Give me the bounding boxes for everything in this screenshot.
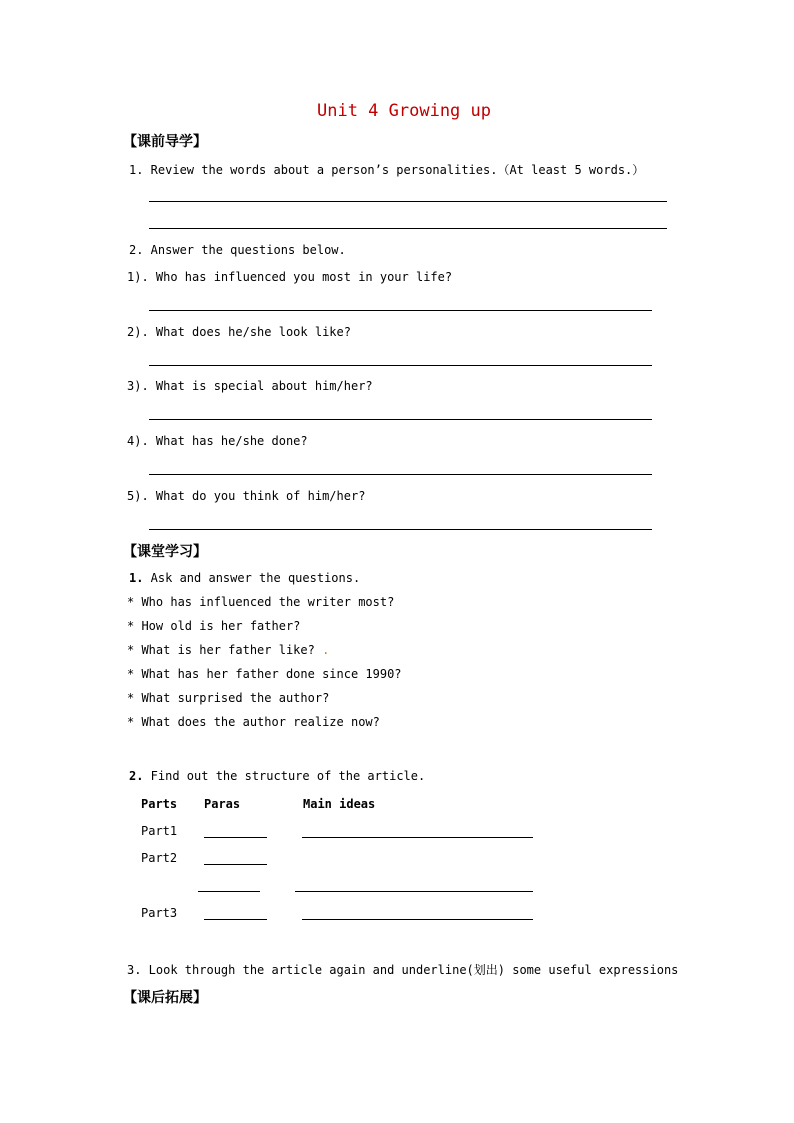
question-2: 2. Answer the questions below. (129, 243, 346, 257)
class-question-3: 3. Look through the article again and underline(划出) some useful expressions (127, 963, 679, 977)
sub-question: 3). What is special about him/her? (127, 379, 373, 393)
answer-line[interactable] (149, 474, 652, 475)
section-heading-pre-class: 【课前导学】 (123, 134, 207, 150)
bullet-question: * What does the author realize now? (127, 715, 380, 729)
class-question-1 (129, 571, 360, 585)
answer-line[interactable] (149, 201, 667, 202)
main-idea-blank[interactable] (302, 919, 533, 920)
bullet-question: * What surprised the author? (127, 691, 330, 705)
table-header-parts: Parts (141, 797, 178, 811)
section-heading-in-class: 【课堂学习】 (123, 544, 207, 560)
question-text: Find out the structure of the article. (143, 769, 426, 783)
table-row-label: Part1 (141, 824, 178, 838)
question-text: Ask and answer the questions. (143, 571, 361, 585)
bullet-question: * Who has influenced the writer most? (127, 595, 395, 609)
section-heading-after-class: 【课后拓展】 (123, 990, 207, 1006)
sub-question: 1). Who has influenced you most in your life? (127, 270, 453, 284)
paras-blank[interactable] (204, 837, 267, 838)
table-row-label: Part3 (141, 906, 178, 920)
page-title: Unit 4 Growing up (317, 101, 491, 121)
bullet-text: * What is her father like? (127, 643, 315, 657)
answer-line[interactable] (149, 529, 652, 530)
bullet-question (127, 643, 329, 657)
class-question-2 (129, 769, 425, 783)
paras-blank[interactable] (204, 919, 267, 920)
answer-line[interactable] (149, 365, 652, 366)
main-idea-blank[interactable] (302, 837, 533, 838)
main-idea-blank[interactable] (295, 891, 533, 892)
table-row-label: Part2 (141, 851, 178, 865)
question-number: 2. (129, 769, 144, 783)
question-number: 1. (129, 571, 144, 585)
table-header-main-ideas: Main ideas (303, 797, 376, 811)
sub-question: 5). What do you think of him/her? (127, 489, 366, 503)
bullet-question: * What has her father done since 1990? (127, 667, 402, 681)
paras-blank[interactable] (198, 891, 260, 892)
mark-dot: . (322, 643, 330, 657)
answer-line[interactable] (149, 419, 652, 420)
bullet-question: * How old is her father? (127, 619, 301, 633)
answer-line[interactable] (149, 228, 667, 229)
table-header-paras: Paras (204, 797, 241, 811)
answer-line[interactable] (149, 310, 652, 311)
question-1: 1. Review the words about a person’s personalities.（At least 5 words.） (129, 163, 645, 177)
sub-question: 4). What has he/she done? (127, 434, 308, 448)
paras-blank[interactable] (204, 864, 267, 865)
sub-question: 2). What does he/she look like? (127, 325, 351, 339)
